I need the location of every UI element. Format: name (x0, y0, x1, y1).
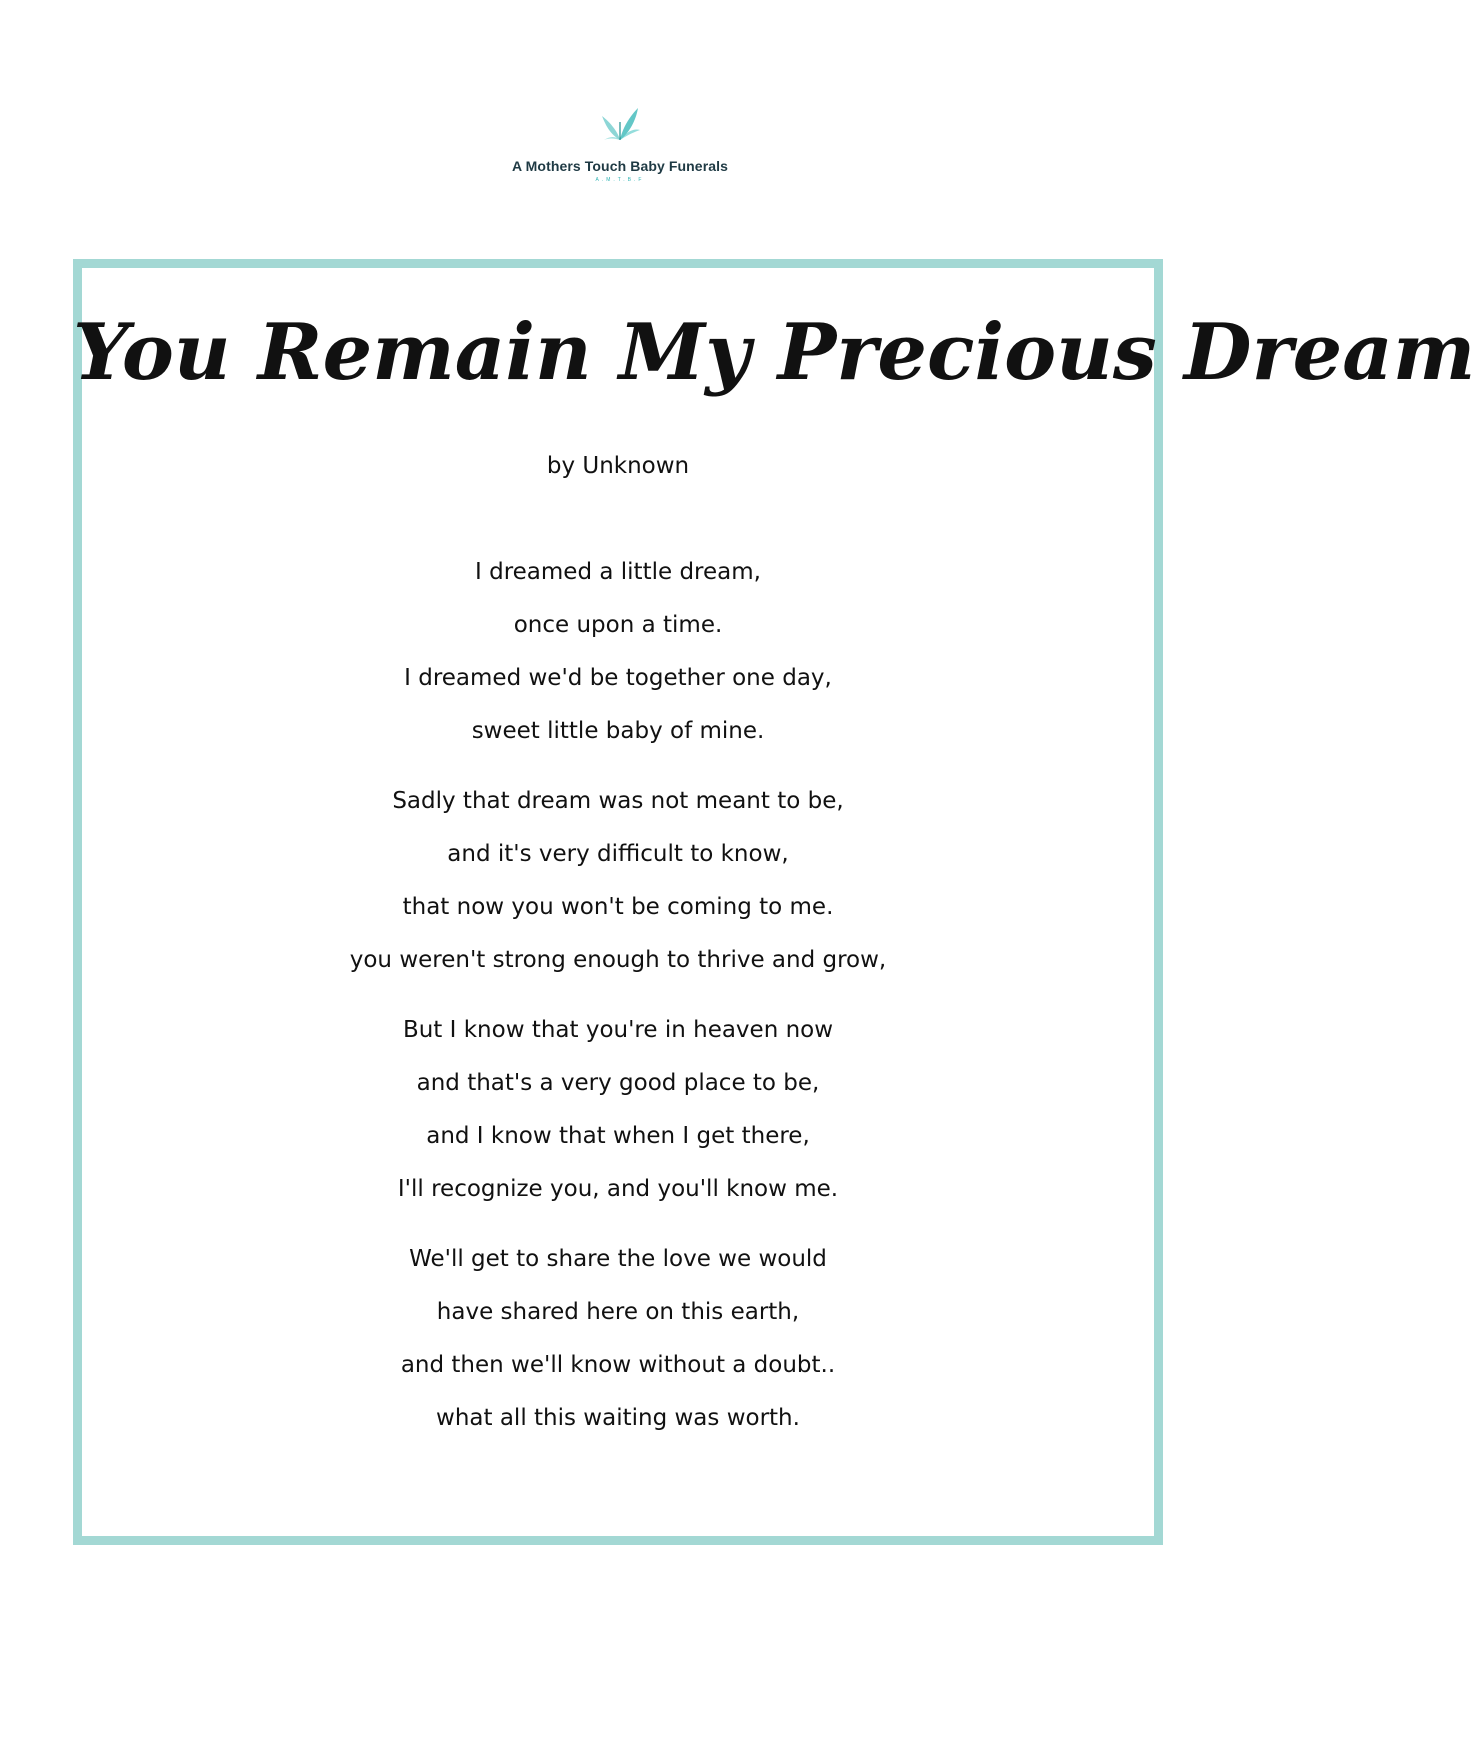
poem-line: We'll get to share the love we would (409, 1246, 827, 1272)
poem-line: Sadly that dream was not meant to be, (392, 788, 844, 814)
poem-line: what all this waiting was worth. (436, 1405, 800, 1431)
poem-line: that now you won't be coming to me. (402, 894, 834, 920)
brand-name: A Mothers Touch Baby Funerals (511, 158, 729, 174)
poem-line: you weren't strong enough to thrive and grow, (349, 947, 887, 973)
stanza (73, 775, 1163, 987)
poem-author: by Unknown (546, 453, 690, 479)
poem-line: I dreamed a little dream, (475, 559, 761, 585)
poem-line: sweet little baby of mine. (471, 718, 765, 744)
stanza (73, 546, 1163, 758)
poem-line: and I know that when I get there, (426, 1123, 810, 1149)
poem-line: I dreamed we'd be together one day, (404, 665, 832, 691)
poem-line: But I know that you're in heaven now (402, 1017, 834, 1043)
poem-line: I'll recognize you, and you'll know me. (397, 1176, 839, 1202)
butterfly-icon (596, 100, 644, 148)
brand-logo (0, 100, 1240, 183)
poem-line: and it's very difficult to know, (447, 841, 789, 867)
brand-initials: A.M.T.B.F (595, 177, 645, 183)
stanza (73, 1233, 1163, 1445)
poem-line: have shared here on this earth, (436, 1299, 800, 1325)
poem-line: and then we'll know without a doubt.. (400, 1352, 836, 1378)
stanza (73, 1004, 1163, 1216)
poem-body (73, 546, 1163, 1462)
poem-line: once upon a time. (513, 612, 723, 638)
poem-line: and that's a very good place to be, (416, 1070, 820, 1096)
poem-title: You Remain My Precious Dream (73, 307, 1475, 398)
